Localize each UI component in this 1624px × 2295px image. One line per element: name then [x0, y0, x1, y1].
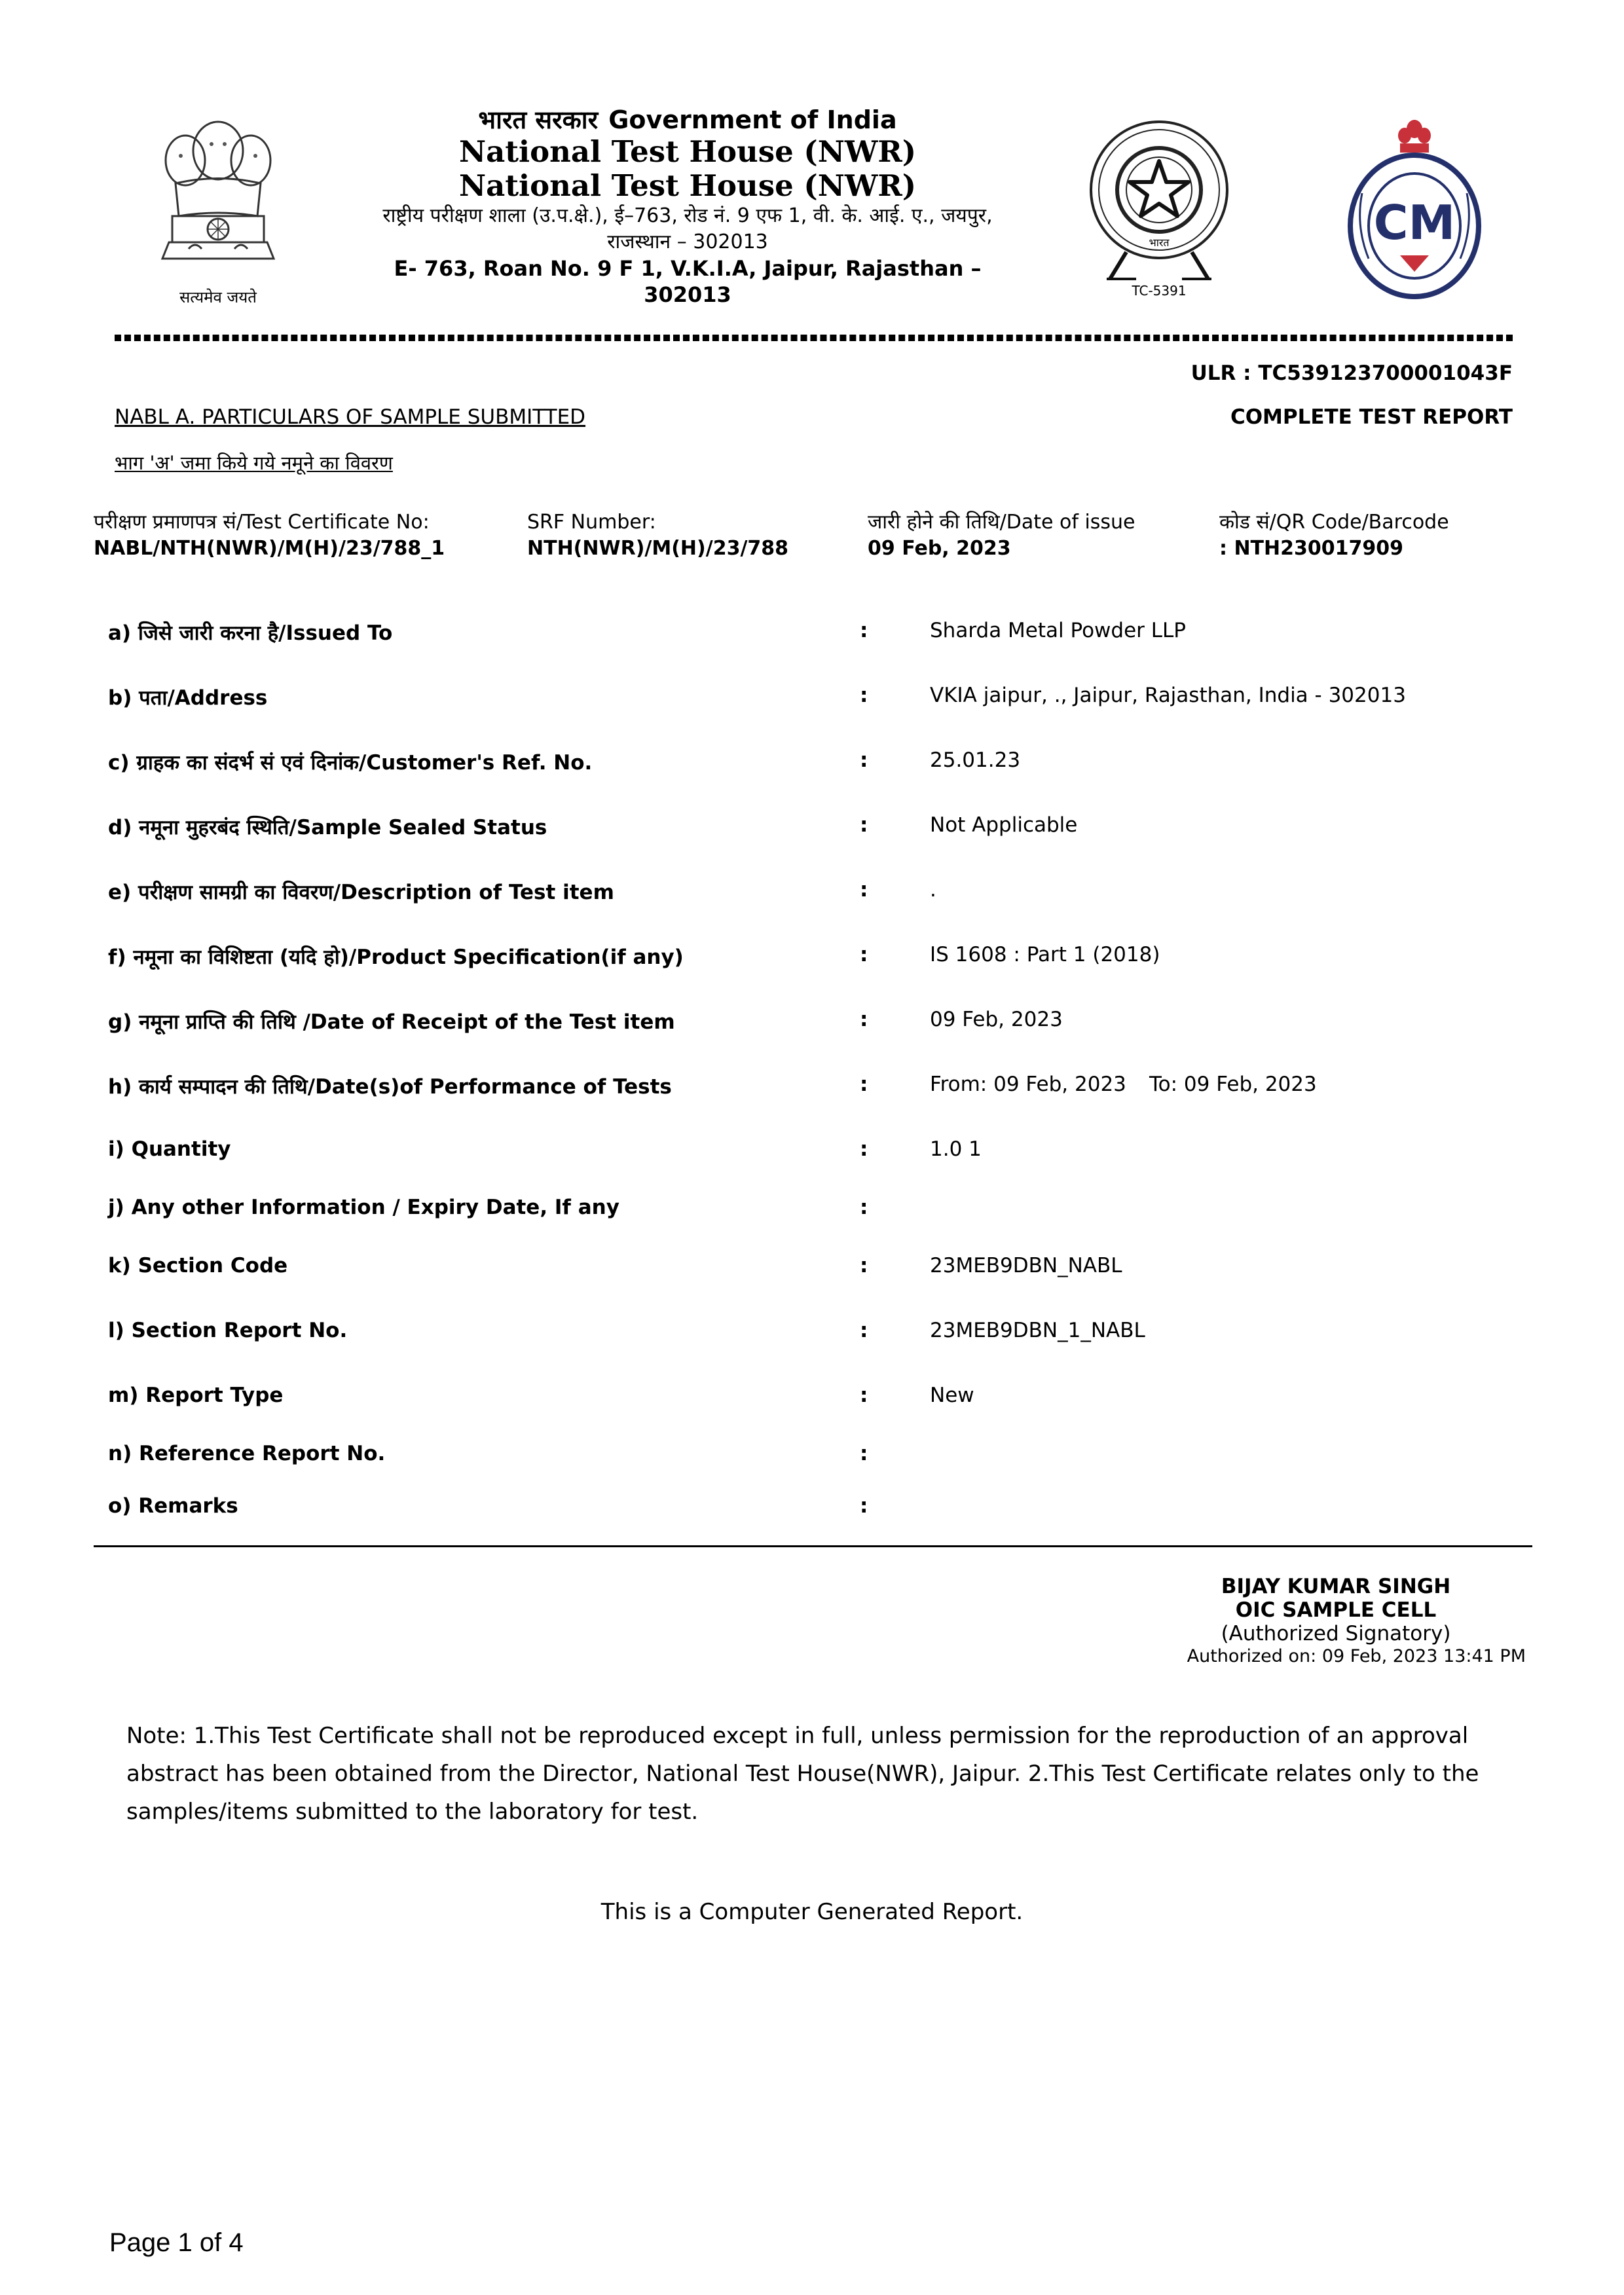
row-colon: :: [860, 813, 868, 837]
certificate-number: [94, 509, 445, 562]
row-value: 09 Feb, 2023: [930, 1008, 1063, 1031]
qr-label: कोड सं/QR Code/Barcode: [1219, 511, 1449, 534]
signatory-authority: (Authorized Signatory): [1221, 1622, 1451, 1645]
row-value: Not Applicable: [930, 813, 1078, 837]
row-colon: :: [860, 878, 868, 902]
header-divider: [115, 335, 1513, 341]
row-label: b) पता/Address: [108, 686, 268, 710]
svg-text:भारत: भारत: [1149, 236, 1170, 249]
row-label: k) Section Code: [108, 1254, 288, 1277]
row-label: l) Section Report No.: [108, 1319, 348, 1342]
row-value: 1.0 1: [930, 1137, 982, 1161]
row-label: f) नमूना का विशिष्टता (यदि हो)/Product Specification(if any): [108, 946, 684, 969]
national-emblem: [149, 111, 287, 308]
row-colon: :: [860, 1137, 868, 1161]
table-bottom-rule: [94, 1545, 1532, 1547]
row-label: e) परीक्षण सामग्री का विवरण/Description of Test item: [108, 881, 614, 904]
row-colon: :: [860, 1254, 868, 1277]
row-colon: :: [860, 1196, 868, 1219]
section-heading: NABL A. PARTICULARS OF SAMPLE SUBMITTED: [115, 405, 586, 429]
row-value: 23MEB9DBN_1_NABL: [930, 1319, 1145, 1342]
row-label: c) ग्राहक का संदर्भ सं एवं दिनांक/Customer's Ref. No.: [108, 751, 593, 775]
computer-generated-note: This is a Computer Generated Report.: [600, 1899, 1024, 1925]
emblem-motto: सत्यमेव जयते: [179, 288, 257, 306]
report-kind: COMPLETE TEST REPORT: [1230, 405, 1513, 429]
row-label: d) नमूना मुहरबंद स्थिति/Sample Sealed Status: [108, 816, 547, 839]
signatory-role: OIC SAMPLE CELL: [1235, 1598, 1437, 1622]
svg-text:CM: CM: [1373, 195, 1456, 250]
org-name: National Test House (NWR): [458, 134, 917, 169]
address-hindi: राष्ट्रीय परीक्षण शाला (उ.प.क्षे.), ई–763, रोड नं. 9 एफ 1, वी. के. आई. ए., जयपुर,: [382, 204, 993, 227]
row-label: j) Any other Information / Expiry Date, If any: [108, 1196, 619, 1219]
government-title: [367, 105, 1008, 135]
qr-value: : NTH230017909: [1219, 537, 1403, 560]
seal-code: TC-5391: [1132, 283, 1187, 299]
organisation-header: [367, 105, 1008, 308]
row-label: g) नमूना प्राप्ति की तिथि /Date of Receipt of the Test item: [108, 1010, 675, 1034]
row-colon: :: [860, 1384, 868, 1407]
lion-capital-icon: [149, 111, 287, 283]
certificate-label: परीक्षण प्रमाणपत्र सं/Test Certificate No:: [94, 511, 430, 534]
signatory-block: [1146, 1575, 1526, 1668]
row-label: i) Quantity: [108, 1137, 231, 1161]
row-colon: :: [860, 684, 868, 707]
row-value: Sharda Metal Powder LLP: [930, 619, 1186, 642]
row-value: VKIA jaipur, ., Jaipur, Rajasthan, India - 302013: [930, 684, 1406, 707]
row-colon: :: [860, 1494, 868, 1518]
authorized-on: Authorized on: 09 Feb, 2023 13:41 PM: [1187, 1646, 1526, 1666]
row-colon: :: [860, 1008, 868, 1031]
address-english-pin: 302013: [644, 282, 731, 307]
row-value: From: 09 Feb, 2023: [930, 1073, 1126, 1096]
row-value: IS 1608 : Part 1 (2018): [930, 943, 1160, 966]
date-of-issue: [868, 509, 1135, 562]
org-name-repeat: National Test House (NWR): [458, 168, 917, 203]
row-colon: :: [860, 1319, 868, 1342]
row-colon: :: [860, 619, 868, 642]
star-seal-icon: [1080, 118, 1238, 282]
issue-label: जारी होने की तिथि/Date of issue: [868, 511, 1135, 534]
row-label: n) Reference Report No.: [108, 1442, 386, 1465]
row-label: a) जिसे जारी करना है/Issued To: [108, 621, 393, 645]
srf-label: SRF Number:: [527, 511, 656, 534]
address-english: E- 763, Roan No. 9 F 1, V.K.I.A, Jaipur, Rajasthan –: [394, 256, 982, 281]
row-colon: :: [860, 1442, 868, 1465]
address-hindi-pin: राजस्थान – 302013: [607, 230, 768, 253]
row-colon: :: [860, 943, 868, 966]
row-value: New: [930, 1384, 974, 1407]
gov-english: Government of India: [608, 105, 897, 134]
qr-code: [1219, 509, 1449, 562]
row-colon: :: [860, 748, 868, 772]
national-test-house-logo: [1342, 115, 1486, 301]
srf-value: NTH(NWR)/M(H)/23/788: [527, 537, 789, 560]
row-value: 23MEB9DBN_NABL: [930, 1254, 1122, 1277]
row-colon: :: [860, 1073, 868, 1096]
accreditation-seal: [1080, 118, 1238, 301]
section-heading-hindi: भाग 'अ' जमा किये गये नमूने का विवरण: [115, 452, 393, 474]
row-value: 25.01.23: [930, 748, 1021, 772]
srf-number: [527, 509, 788, 562]
row-label: m) Report Type: [108, 1384, 284, 1407]
row-label: h) कार्य सम्पादन की तिथि/Date(s)of Performance of Tests: [108, 1075, 672, 1099]
page-number: Page 1 of 4: [109, 2228, 244, 2257]
row-value-to: To: 09 Feb, 2023: [1149, 1073, 1317, 1096]
signatory-name: BIJAY KUMAR SINGH: [1221, 1575, 1451, 1598]
gov-hindi: भारत सरकार: [478, 105, 599, 134]
row-label: o) Remarks: [108, 1494, 238, 1518]
row-value: .: [930, 878, 936, 902]
note-text: Note: 1.This Test Certificate shall not be reproduced except in full, unless permission for the reproduction of an approval abstract has been obtained from the Director, National Test House(NWR), Jaipur. 2.This Test Certificate relates only to the samples/items submitted to the laboratory for test.: [126, 1723, 1479, 1825]
nth-logo-icon: [1342, 115, 1486, 301]
certificate-value: NABL/NTH(NWR)/M(H)/23/788_1: [94, 537, 445, 560]
issue-value: 09 Feb, 2023: [868, 537, 1011, 560]
ulr-number: ULR : TC539123700001043F: [1190, 361, 1513, 385]
